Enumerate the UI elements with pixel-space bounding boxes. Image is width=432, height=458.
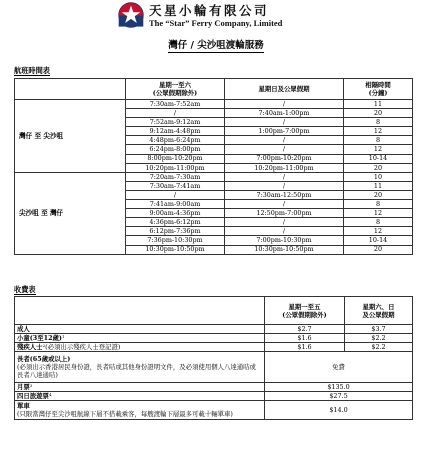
interval-cell: 11: [344, 100, 413, 109]
interval-cell: 10-14: [344, 236, 413, 245]
fare-type-label: 小童(3至12歲): [17, 334, 62, 342]
fare-row: [15, 401, 413, 420]
weekday-time-cell: 9:12am-4:48pm: [126, 127, 225, 136]
interval-cell: 12: [344, 227, 413, 236]
document-title: [0, 41, 432, 51]
fare-price-cell: $27.5: [265, 392, 413, 401]
interval-cell: 12: [344, 209, 413, 218]
weekday-time-cell: 4:36pm-6:12pm: [126, 218, 225, 227]
weekend-fare-header: 星期六、日 及公眾假期: [345, 297, 413, 325]
document-title-text: 灣仔 / 尖沙咀渡輪服務: [168, 40, 264, 51]
interval-cell: 8: [344, 118, 413, 127]
fare-type-cell: [15, 401, 265, 420]
company-header: [118, 2, 328, 32]
weekday-time-cell: 7:20am-7:30am: [126, 172, 225, 181]
footnote-marker: 2: [42, 343, 46, 348]
fare-type-note: (只限當灣仔至尖沙咀航線下層不搭載乘客，每艘渡輪下層最多可載十輛單車): [17, 410, 233, 418]
interval-cell: 8: [344, 200, 413, 209]
interval-cell: 11: [344, 181, 413, 190]
weekend-fare-cell: $2.2: [345, 334, 413, 343]
weekday-column-header: 星期一至六 (公眾假期除外): [126, 79, 225, 100]
sunday-time-cell: 10:20pm-11:00pm: [225, 163, 344, 172]
fare-type-cell: [15, 352, 265, 383]
sunday-time-cell: 7:30am-12:50pm: [225, 190, 344, 199]
interval-cell: 8: [344, 218, 413, 227]
timetable-table: [14, 78, 413, 255]
fare-row: [15, 352, 413, 383]
weekend-fare-cell: $2.2: [345, 343, 413, 352]
sunday-time-cell: /: [225, 145, 344, 154]
route-name-cell: 灣仔 至 尖沙咀: [15, 100, 126, 173]
interval-cell: 20: [344, 190, 413, 199]
fare-type-cell: [15, 383, 265, 392]
weekday-time-cell: 7:30am-7:52am: [126, 100, 225, 109]
fare-type-note: (必須出示殘疾人士登記證): [45, 343, 121, 351]
route-name-cell: 尖沙咀 至 灣仔: [15, 172, 126, 254]
fare-type-label: 殘疾人士: [17, 343, 43, 351]
interval-cell: 20: [344, 245, 413, 254]
sunday-time-cell: 10:30pm-10:50pm: [225, 245, 344, 254]
sunday-column-header: 星期日及公眾假期: [225, 79, 344, 100]
weekday-time-cell: /: [126, 109, 225, 118]
footnote-marker: 3: [29, 383, 33, 388]
weekday-time-cell: 6:12pm-7:36pm: [126, 227, 225, 236]
timetable-row: [15, 172, 413, 181]
fares-table: [14, 296, 413, 420]
fare-type-label: 月票: [17, 383, 30, 391]
timetable-row: [15, 100, 413, 109]
fare-price-cell: $135.0: [265, 383, 413, 392]
sunday-time-cell: /: [225, 136, 344, 145]
footnote-marker: 1: [61, 334, 65, 339]
weekday-time-cell: 7:41am-9:00am: [126, 200, 225, 209]
interval-cell: 12: [344, 145, 413, 154]
fare-type-label: 單車: [17, 402, 30, 410]
sunday-time-cell: 7:40am-1:00pm: [225, 109, 344, 118]
weekday-time-cell: 7:52am-9:12am: [126, 118, 225, 127]
sunday-time-cell: /: [225, 218, 344, 227]
weekday-time-cell: 8:00pm-10:20pm: [126, 154, 225, 163]
fare-row: [15, 325, 413, 334]
weekday-time-cell: 10:20pm-11:00pm: [126, 163, 225, 172]
interval-cell: 8: [344, 136, 413, 145]
weekday-time-cell: /: [126, 190, 225, 199]
fares-heading: 收費表: [14, 285, 36, 294]
fares-body: [15, 325, 413, 420]
weekday-time-cell: 10:30pm-10:50pm: [126, 245, 225, 254]
fare-type-label: 長者(65歲或以上): [17, 355, 71, 363]
timetable-heading: 航班時間表: [14, 66, 50, 75]
interval-cell: 20: [344, 109, 413, 118]
sunday-time-cell: /: [225, 181, 344, 190]
weekend-fare-cell: $3.7: [345, 325, 413, 334]
weekday-fare-cell: $1.6: [265, 334, 345, 343]
interval-cell: 12: [344, 127, 413, 136]
interval-cell: 10-14: [344, 154, 413, 163]
weekday-fare-cell: $2.7: [265, 325, 345, 334]
weekday-time-cell: 9:00am-4:36pm: [126, 209, 225, 218]
fare-type-cell: [15, 325, 265, 334]
weekday-time-cell: 7:36pm-10:30pm: [126, 236, 225, 245]
sunday-time-cell: /: [225, 200, 344, 209]
route-header-cell: [15, 79, 126, 100]
fare-type-label: 成人: [17, 325, 30, 333]
fare-type-label: 四日旅遊票: [17, 392, 49, 400]
fare-price-cell: $14.0: [265, 401, 413, 420]
sunday-time-cell: /: [225, 118, 344, 127]
sunday-time-cell: /: [225, 172, 344, 181]
footnote-marker: 4: [48, 392, 52, 397]
timetable-header-row: [15, 79, 413, 100]
company-name-english: The “Star” Ferry Company, Limited: [149, 18, 283, 28]
fare-type-note: (必須出示香港居民身份證，長者咭或其他身份證明文件，及必須使用個人八達通咭或長者八達通咭): [17, 363, 256, 379]
weekday-fare-header: 星期一至五 (公眾假期除外): [265, 297, 345, 325]
fares-header-row: [15, 297, 413, 325]
weekday-time-cell: 7:30am-7:41am: [126, 181, 225, 190]
weekday-time-cell: 6:24pm-8:00pm: [126, 145, 225, 154]
sunday-time-cell: 12:50pm-7:00pm: [225, 209, 344, 218]
fare-type-header-cell: [15, 297, 265, 325]
fare-price-cell: 免費: [265, 352, 413, 383]
interval-cell: 10: [344, 172, 413, 181]
fare-row: [15, 334, 413, 343]
company-name-chinese: 天星小輪有限公司: [149, 3, 270, 18]
fare-row: [15, 392, 413, 401]
timetable-body: [15, 100, 413, 255]
fare-row: [15, 383, 413, 392]
fare-row: [15, 343, 413, 352]
fare-type-cell: [15, 334, 265, 343]
fare-type-cell: [15, 392, 265, 401]
weekday-time-cell: 4:48pm-6:24pm: [126, 136, 225, 145]
sunday-time-cell: 1:00pm-7:00pm: [225, 127, 344, 136]
star-ferry-logo-icon: [118, 2, 144, 28]
sunday-time-cell: 7:00pm-10:20pm: [225, 154, 344, 163]
sunday-time-cell: 7:00pm-10:30pm: [225, 236, 344, 245]
weekday-fare-cell: $1.6: [265, 343, 345, 352]
sunday-time-cell: /: [225, 100, 344, 109]
sunday-time-cell: /: [225, 227, 344, 236]
interval-column-header: 相隔時間 (分鐘): [344, 79, 413, 100]
interval-cell: 20: [344, 163, 413, 172]
fare-type-cell: [15, 343, 265, 352]
